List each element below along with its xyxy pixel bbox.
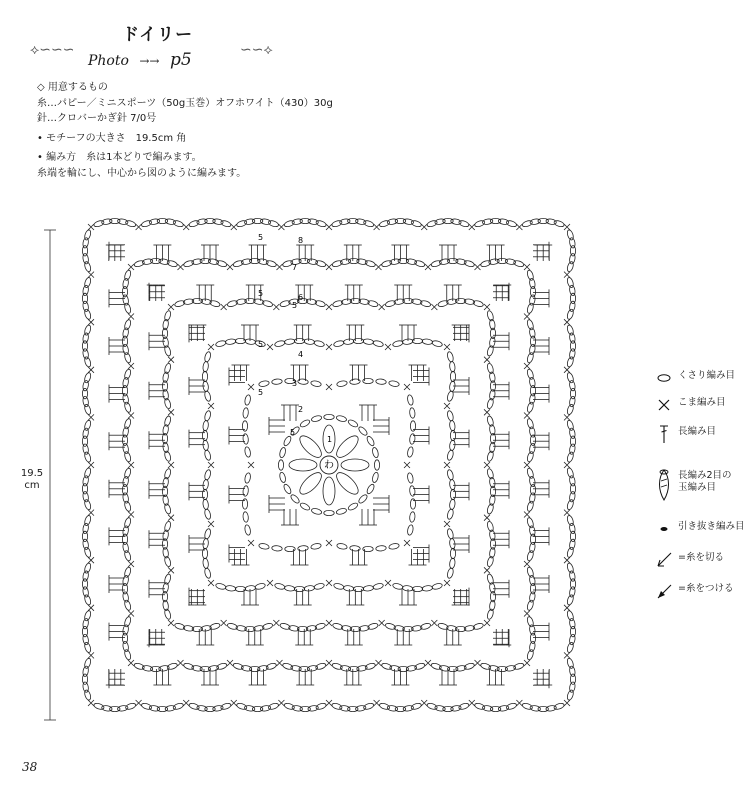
round-number-label: 6 xyxy=(298,293,304,302)
chain-stitch-mark xyxy=(258,543,269,550)
chain-stitch-mark xyxy=(258,380,269,387)
round-number-label: 5 xyxy=(292,301,298,310)
single-crochet-mark xyxy=(564,605,570,611)
chain-stitch-mark xyxy=(446,410,454,421)
round-number-label: 4 xyxy=(298,350,304,359)
single-crochet-mark xyxy=(88,462,94,468)
single-crochet-mark xyxy=(475,660,481,666)
chain-stitch-mark xyxy=(202,558,209,569)
photo-word: Photo xyxy=(88,53,129,69)
chain-stitch-mark xyxy=(366,483,376,495)
chain-count-label: 5 xyxy=(290,428,296,437)
round-number-label: 3 xyxy=(292,379,298,388)
ornament-right-icon: ∽∽⟡ xyxy=(240,42,273,58)
legend-label: 長編み目 xyxy=(678,426,717,437)
chain-stitch-mark xyxy=(449,558,456,569)
chain-count-label: 5 xyxy=(258,388,264,397)
page-number: 38 xyxy=(22,760,38,774)
chain-stitch-mark xyxy=(449,361,456,372)
single-crochet-mark xyxy=(326,224,332,230)
single-crochet-mark xyxy=(376,264,382,270)
single-crochet-mark xyxy=(88,605,94,611)
single-crochet-mark xyxy=(564,700,570,706)
chain-stitch-mark xyxy=(388,543,399,550)
chain-stitch-mark xyxy=(363,585,374,592)
arrow-icon: →→ xyxy=(139,54,160,68)
legend-label: 長編み2目の 玉編み目 xyxy=(678,470,732,493)
single-crochet-mark xyxy=(524,264,530,270)
single-crochet-mark xyxy=(484,409,490,415)
hook-line: 針…クロバーかぎ針 7/0号 xyxy=(37,113,157,124)
single-crochet-mark xyxy=(273,304,279,310)
chain-stitch-mark xyxy=(244,524,251,535)
single-crochet-mark xyxy=(277,264,283,270)
single-crochet-mark xyxy=(444,521,450,527)
single-crochet-mark xyxy=(227,264,233,270)
chain-stitch-mark xyxy=(372,340,383,348)
chain-count-label: 5 xyxy=(258,340,264,349)
single-crochet-mark xyxy=(425,660,431,666)
chain-stitch-mark xyxy=(202,440,209,451)
single-crochet-mark xyxy=(379,620,385,626)
single-crochet-mark xyxy=(88,224,94,230)
single-crochet-mark xyxy=(88,319,94,325)
chain-stitch-mark xyxy=(363,338,374,345)
single-crochet-mark xyxy=(326,384,332,390)
single-crochet-mark xyxy=(326,620,332,626)
method-line: 編み方 糸は1本どりで編みます。 xyxy=(46,152,202,163)
single-crochet-mark xyxy=(128,660,134,666)
chain-stitch-mark xyxy=(204,449,212,460)
chain-count-label: 5 xyxy=(258,289,264,298)
single-crochet-mark xyxy=(326,580,332,586)
single-crochet-mark xyxy=(326,344,332,350)
chain-stitch-mark xyxy=(374,460,379,470)
single-crochet-mark xyxy=(444,462,450,468)
single-crochet-mark xyxy=(326,700,332,706)
slip-stitch-icon xyxy=(656,519,674,539)
page-title: ドイリー xyxy=(122,25,194,45)
chain-stitch-mark xyxy=(244,472,251,483)
chain-stitch-mark xyxy=(372,447,380,458)
single-crochet-mark xyxy=(524,611,530,617)
chain-stitch-mark xyxy=(407,524,414,535)
single-crochet-mark xyxy=(208,580,214,586)
single-crochet-mark xyxy=(421,700,427,706)
single-crochet-mark xyxy=(208,521,214,527)
crochet-chart xyxy=(0,210,600,750)
chain-stitch-mark xyxy=(215,582,226,590)
single-crochet-mark xyxy=(326,264,332,270)
single-crochet-mark xyxy=(231,700,237,706)
chain-stitch-mark xyxy=(299,502,311,512)
single-crochet-mark xyxy=(564,319,570,325)
chain-stitch-mark xyxy=(336,415,347,423)
single-crochet-mark xyxy=(385,580,391,586)
chain-stitch-mark xyxy=(313,582,324,590)
single-crochet-mark xyxy=(128,561,134,567)
single-crochet-mark xyxy=(516,224,522,230)
chain-stitch-mark xyxy=(376,545,387,551)
chain-stitch-mark xyxy=(431,582,442,590)
single-crochet-mark xyxy=(524,660,530,666)
chain-stitch-mark xyxy=(202,479,209,490)
legend-label: 引き抜き編み目 xyxy=(678,521,745,532)
chain-stitch-mark xyxy=(243,408,249,419)
single-crochet-mark xyxy=(524,314,530,320)
single-crochet-mark xyxy=(278,700,284,706)
bullet-icon: • xyxy=(37,132,47,144)
chain-stitch-mark xyxy=(244,394,251,405)
chain-stitch-mark xyxy=(324,510,334,515)
chain-stitch-mark xyxy=(407,394,414,405)
single-crochet-mark xyxy=(128,512,134,518)
single-crochet-mark xyxy=(178,264,184,270)
chain-stitch-mark xyxy=(311,415,322,423)
chain-stitch-mark xyxy=(372,582,383,590)
single-crochet-mark xyxy=(484,515,490,521)
dimension-unit: cm xyxy=(24,480,40,491)
single-crochet-mark xyxy=(379,304,385,310)
single-crochet-mark xyxy=(88,414,94,420)
chain-stitch-mark xyxy=(366,435,376,447)
chain-stitch-mark xyxy=(388,380,399,387)
single-crochet-mark xyxy=(484,462,490,468)
chain-stitch-mark xyxy=(304,585,315,592)
single-crochet-mark xyxy=(277,660,283,666)
chain-stitch-mark xyxy=(204,567,212,578)
chain-stitch-mark xyxy=(347,502,359,512)
single-crochet-mark xyxy=(136,224,142,230)
chain-stitch-mark xyxy=(290,493,301,504)
single-crochet-mark xyxy=(374,224,380,230)
single-crochet-mark xyxy=(227,660,233,666)
chain-stitch-mark xyxy=(407,472,414,483)
chain-stitch-mark xyxy=(244,446,251,457)
chain-stitch-mark xyxy=(202,361,209,372)
single-crochet-mark xyxy=(444,344,450,350)
chain-count-label: 5 xyxy=(258,233,264,242)
single-crochet-mark xyxy=(516,700,522,706)
chain-stitch-mark xyxy=(409,512,415,523)
chain-stitch-mark xyxy=(431,340,442,348)
single-crochet-mark xyxy=(475,264,481,270)
chain-stitch-mark xyxy=(324,414,334,419)
chain-stitch-mark xyxy=(347,419,359,429)
chain-stitch-mark xyxy=(449,499,456,510)
chain-stitch-mark xyxy=(310,380,321,387)
chain-stitch-mark xyxy=(215,340,226,348)
chain-stitch-mark xyxy=(446,449,454,460)
chain-stitch-mark xyxy=(311,508,322,516)
single-crochet-mark xyxy=(469,224,475,230)
title-block xyxy=(30,14,273,74)
chain-stitch-mark xyxy=(446,351,454,362)
round-number-label: 2 xyxy=(298,405,304,414)
chain-stitch-mark xyxy=(225,585,236,592)
single-crochet-mark xyxy=(564,510,570,516)
single-crochet-mark xyxy=(168,567,174,573)
single-crochet-mark xyxy=(564,224,570,230)
method-line-2: 糸端を輪にし、中心から図のように編みます。 xyxy=(37,167,247,179)
chain-stitch-mark xyxy=(376,379,387,385)
chain-stitch-mark xyxy=(204,351,212,362)
petal-mark xyxy=(341,459,369,471)
single-crochet-mark xyxy=(444,580,450,586)
single-crochet-mark xyxy=(208,344,214,350)
chain-stitch-mark xyxy=(422,338,433,345)
single-crochet-mark xyxy=(326,304,332,310)
chain-stitch-mark xyxy=(202,430,207,440)
chain-stitch-mark xyxy=(225,338,236,345)
chain-stitch-mark xyxy=(204,469,212,480)
chain-stitch-mark xyxy=(449,420,456,431)
single-crochet-mark xyxy=(168,357,174,363)
materials-heading: 用意するもの xyxy=(47,82,108,93)
single-crochet-mark xyxy=(273,620,279,626)
single-crochet-mark xyxy=(385,344,391,350)
single-crochet-mark xyxy=(484,304,490,310)
chain-stitch-mark xyxy=(409,408,415,419)
single-crochet-mark xyxy=(431,620,437,626)
chain-stitch-mark xyxy=(294,338,304,343)
chain-stitch-mark xyxy=(204,410,212,421)
single-crochet-mark xyxy=(136,700,142,706)
chain-stitch-mark xyxy=(446,469,454,480)
chain-stitch-mark xyxy=(450,489,455,499)
bullet-icon: ◇ xyxy=(37,82,48,93)
single-crochet-mark xyxy=(404,384,410,390)
single-crochet-mark xyxy=(168,515,174,521)
single-crochet-mark xyxy=(267,580,273,586)
chain-stitch-mark xyxy=(407,446,414,457)
chain-stitch-mark xyxy=(204,508,212,519)
petal-mark xyxy=(289,459,317,471)
chain-stitch-mark xyxy=(304,338,315,345)
chain-stitch-mark xyxy=(279,472,287,483)
single-crochet-icon xyxy=(656,395,674,415)
single-crochet-mark xyxy=(564,414,570,420)
single-crochet-mark xyxy=(128,264,134,270)
single-crochet-mark xyxy=(128,314,134,320)
single-crochet-mark xyxy=(221,620,227,626)
chain-stitch-mark xyxy=(284,585,295,592)
chain-stitch-mark xyxy=(343,585,354,592)
single-crochet-mark xyxy=(421,224,427,230)
petal-mark xyxy=(296,432,324,460)
chain-stitch-mark xyxy=(279,447,287,458)
petal-mark xyxy=(296,469,324,497)
photo-reference xyxy=(88,50,192,70)
chain-stitch-mark xyxy=(333,582,344,590)
dimension-label xyxy=(14,468,50,492)
cluster-stitch-icon xyxy=(656,468,674,502)
round-labels xyxy=(258,233,332,444)
single-crochet-mark xyxy=(168,304,174,310)
single-crochet-mark xyxy=(168,462,174,468)
chain-stitch-mark xyxy=(450,430,455,440)
motif-size: モチーフの大きさ 19.5cm 角 xyxy=(46,132,187,144)
single-crochet-mark xyxy=(524,561,530,567)
ornament-left-icon: ⟡∽∽∽ xyxy=(30,42,75,58)
photo-page-ref: p5 xyxy=(169,50,192,70)
single-crochet-mark xyxy=(208,462,214,468)
single-crochet-mark xyxy=(267,344,273,350)
single-crochet-mark xyxy=(88,557,94,563)
chain-stitch-mark xyxy=(202,420,209,431)
legend-label: こま編み目 xyxy=(678,397,726,408)
chain-stitch-mark xyxy=(446,567,454,578)
single-crochet-mark xyxy=(183,700,189,706)
single-crochet-mark xyxy=(524,363,530,369)
chain-stitch-mark xyxy=(446,508,454,519)
dimension-value: 19.5 xyxy=(20,468,44,479)
double-crochet-icon xyxy=(656,424,674,444)
single-crochet-mark xyxy=(221,304,227,310)
single-crochet-mark xyxy=(128,363,134,369)
single-crochet-mark xyxy=(88,510,94,516)
chain-stitch-mark xyxy=(299,419,311,429)
single-crochet-mark xyxy=(128,413,134,419)
single-crochet-mark xyxy=(248,540,254,546)
chain-stitch-mark xyxy=(278,460,283,470)
chain-stitch-mark xyxy=(372,472,380,483)
single-crochet-mark xyxy=(374,700,380,706)
petal-mark xyxy=(333,469,361,497)
single-crochet-mark xyxy=(128,611,134,617)
legend-label: =糸を切る xyxy=(678,552,724,563)
single-crochet-mark xyxy=(88,652,94,658)
single-crochet-mark xyxy=(564,462,570,468)
chain-stitch-mark xyxy=(336,380,347,387)
chain-stitch-mark xyxy=(313,340,324,348)
chain-stitch-mark xyxy=(202,489,207,499)
chain-stitch-mark xyxy=(343,338,354,345)
chain-stitch-mark xyxy=(357,493,368,504)
single-crochet-mark xyxy=(404,462,410,468)
single-crochet-mark xyxy=(524,413,530,419)
chain-stitch-mark xyxy=(243,512,249,523)
chain-stitch-mark xyxy=(357,426,368,437)
round-number-label: 8 xyxy=(298,236,304,245)
single-crochet-mark xyxy=(183,224,189,230)
chain-stitch-mark xyxy=(202,499,209,510)
chain-stitch-mark xyxy=(422,585,433,592)
chain-stitch-mark xyxy=(283,483,293,495)
center-ring-label: わ xyxy=(324,460,334,471)
single-crochet-mark xyxy=(88,367,94,373)
chain-stitch-mark xyxy=(294,586,304,591)
round-number-label: 7 xyxy=(292,263,298,272)
chain-stitch-mark xyxy=(310,543,321,550)
single-crochet-mark xyxy=(564,652,570,658)
single-crochet-mark xyxy=(326,540,332,546)
single-crochet-mark xyxy=(484,357,490,363)
chain-stitch-mark xyxy=(449,479,456,490)
petal-mark xyxy=(323,477,335,505)
chain-stitch-mark xyxy=(272,545,283,551)
bullet-icon: • xyxy=(37,152,47,163)
single-crochet-mark xyxy=(88,700,94,706)
round-number-label: 1 xyxy=(327,435,333,444)
single-crochet-mark xyxy=(484,567,490,573)
single-crochet-mark xyxy=(88,272,94,278)
legend-label: くさり編み目 xyxy=(678,370,736,381)
single-crochet-mark xyxy=(128,462,134,468)
single-crochet-mark xyxy=(431,304,437,310)
join-yarn-icon xyxy=(656,581,674,601)
single-crochet-mark xyxy=(425,264,431,270)
chain-stitch-mark xyxy=(274,340,285,348)
chain-stitch-mark xyxy=(333,340,344,348)
single-crochet-mark xyxy=(524,462,530,468)
chain-stitch-mark xyxy=(272,379,283,385)
single-crochet-mark xyxy=(208,403,214,409)
single-crochet-mark xyxy=(564,272,570,278)
petal-mark xyxy=(333,432,361,460)
single-crochet-mark xyxy=(444,403,450,409)
single-crochet-mark xyxy=(524,512,530,518)
chain-stitch-mark xyxy=(336,508,347,516)
yarn-line: 糸…パピー／ミニスポーツ（50g玉巻）オフホワイト（430）30g xyxy=(37,97,333,109)
chain-stitch-icon xyxy=(656,368,674,388)
single-crochet-mark xyxy=(376,660,382,666)
chain-stitch-mark xyxy=(353,586,363,591)
single-crochet-mark xyxy=(248,462,254,468)
cut-yarn-icon xyxy=(656,550,674,570)
single-crochet-mark xyxy=(469,700,475,706)
chain-stitch-mark xyxy=(274,582,285,590)
chain-stitch-mark xyxy=(284,338,295,345)
single-crochet-mark xyxy=(168,409,174,415)
single-crochet-mark xyxy=(178,660,184,666)
legend-label: =糸をつける xyxy=(678,583,734,594)
single-crochet-mark xyxy=(404,540,410,546)
single-crochet-mark xyxy=(278,224,284,230)
single-crochet-mark xyxy=(168,620,174,626)
single-crochet-mark xyxy=(564,367,570,373)
single-crochet-mark xyxy=(231,224,237,230)
materials-section xyxy=(37,80,333,181)
chain-stitch-mark xyxy=(336,543,347,550)
chain-stitch-mark xyxy=(353,338,363,343)
single-crochet-mark xyxy=(326,660,332,666)
single-crochet-mark xyxy=(564,557,570,563)
single-crochet-mark xyxy=(248,384,254,390)
single-crochet-mark xyxy=(484,620,490,626)
chain-stitch-mark xyxy=(449,440,456,451)
